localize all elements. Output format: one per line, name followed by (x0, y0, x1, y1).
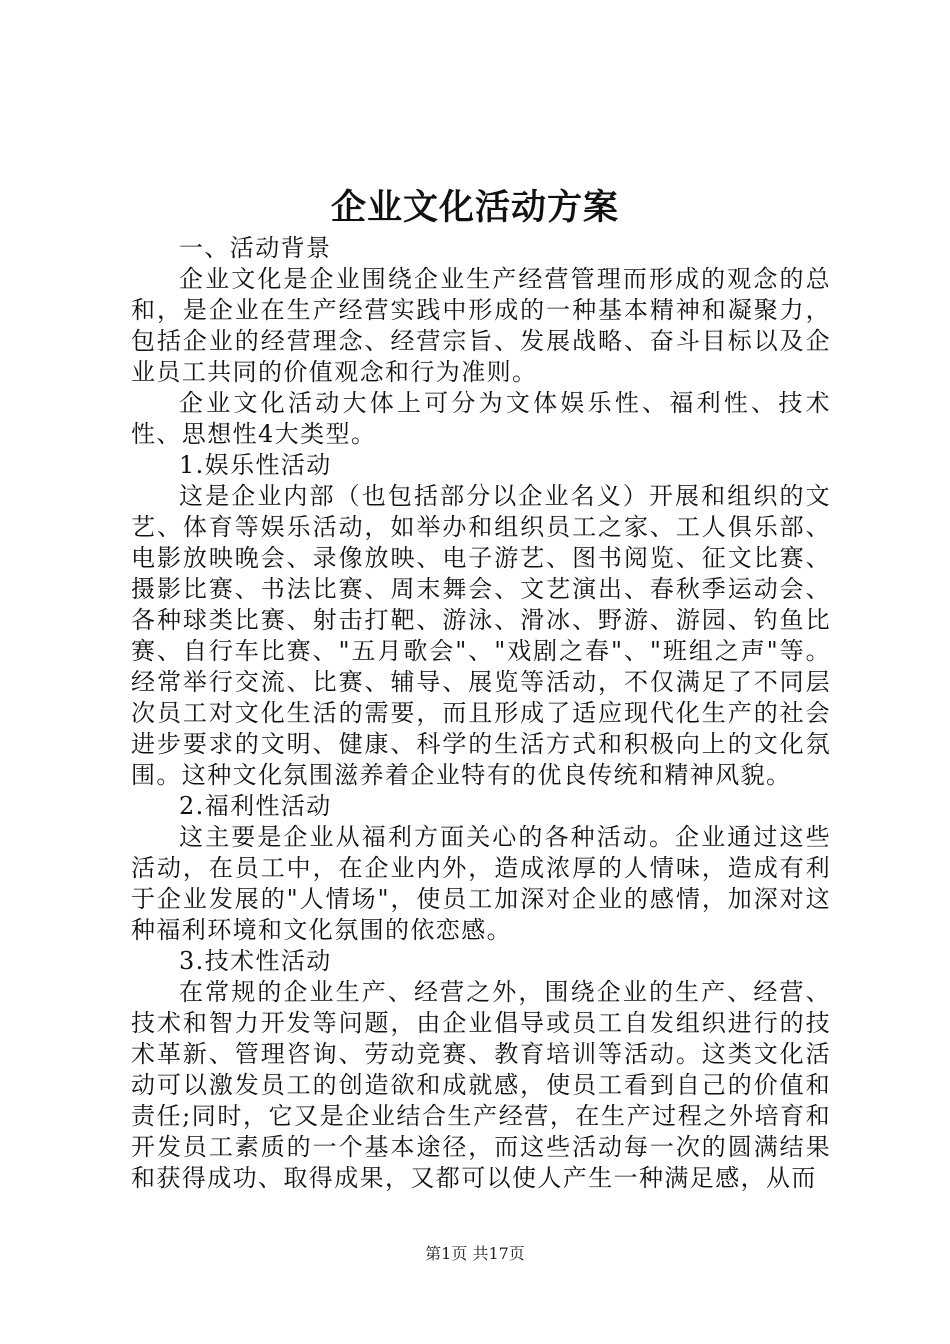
page-footer: 第1页 共17页 (425, 1244, 525, 1263)
subheading-welfare: 2.福利性活动 (179, 792, 332, 820)
paragraph-activity-types: 企业文化活动大体上可分为文体娱乐性、福利性、技术性、思想性4大类型。 (131, 389, 831, 448)
paragraph-welfare: 这主要是企业从福利方面关心的各种活动。企业通过这些活动，在员工中，在企业内外，造成浓厚的人情味，造成有利于企业发展的"人情场"，使员工加深对企业的感情，加深对这种福利环境和文化氛围的依恋感。 (131, 823, 831, 944)
subheading-technical: 3.技术性活动 (179, 947, 332, 975)
subheading-entertainment: 1.娱乐性活动 (179, 451, 332, 479)
document-body (131, 233, 831, 1194)
section-heading-background: 一、活动背景 (179, 234, 332, 262)
paragraph-entertainment: 这是企业内部（也包括部分以企业名义）开展和组织的文艺、体育等娱乐活动，如举办和组织员工之家、工人俱乐部、电影放映晚会、录像放映、电子游艺、图书阅览、征文比赛、摄影比赛、书法比赛、周末舞会、文艺演出、春秋季运动会、各种球类比赛、射击打靶、游泳、滑冰、野游、游园、钓鱼比赛、自行车比赛、"五月歌会"、"戏剧之春"、"班组之声"等。经常举行交流、比赛、辅导、展览等活动，不仅满足了不同层次员工对文化生活的需要，而且形成了适应现代化生产的社会进步要求的文明、健康、科学的生活方式和积极向上的文化氛围。这种文化氛围滋养着企业特有的优良传统和精神风貌。 (131, 482, 831, 789)
paragraph-technical: 在常规的企业生产、经营之外，围绕企业的生产、经营、技术和智力开发等问题，由企业倡导或员工自发组织进行的技术革新、管理咨询、劳动竞赛、教育培训等活动。这类文化活动可以激发员工的创造欲和成就感，使员工看到自己的价值和责任;同时，它又是企业结合生产经营，在生产过程之外培育和开发员工素质的一个基本途径，而这些活动每一次的圆满结果和获得成功、取得成果，又都可以使人产生一种满足感，从而 (131, 978, 831, 1192)
document-title: 企业文化活动方案 (330, 187, 619, 228)
paragraph-culture-definition: 企业文化是企业围绕企业生产经营管理而形成的观念的总和，是企业在生产经营实践中形成的一种基本精神和凝聚力，包括企业的经营理念、经营宗旨、发展战略、奋斗目标以及企业员工共同的价值观念和行为准则。 (131, 265, 831, 386)
